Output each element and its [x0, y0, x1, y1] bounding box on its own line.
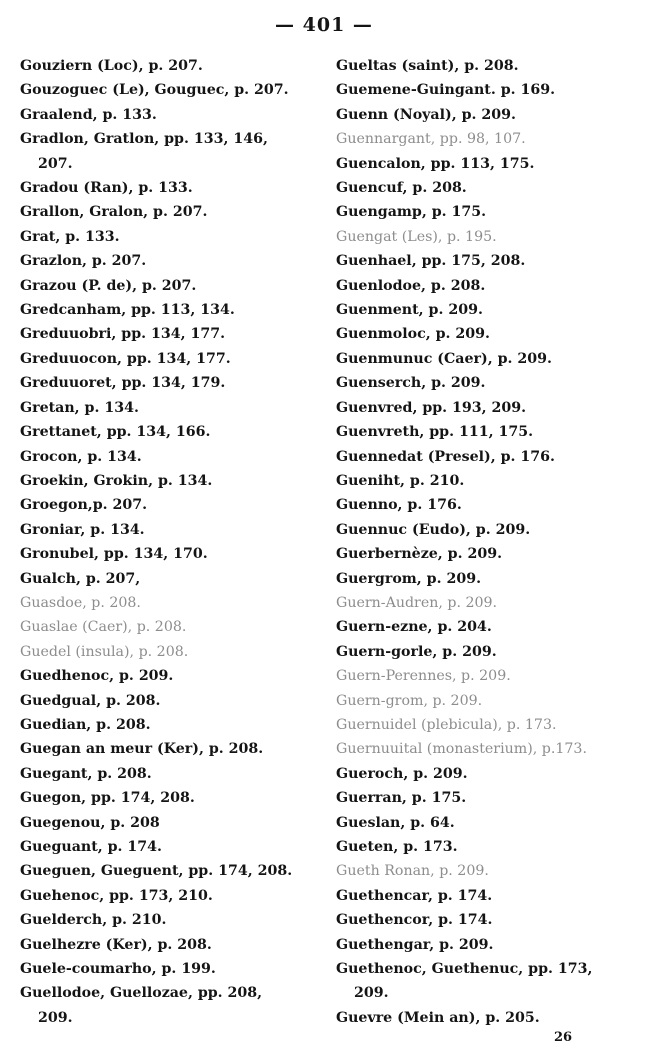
index-entry-text: Gronubel, pp. 134, 170.	[20, 546, 208, 563]
index-entry-text: Guern-ezne, p. 204.	[336, 619, 492, 636]
index-column-right	[336, 54, 636, 1030]
index-entry-text: Guenserch, p. 209.	[336, 375, 486, 392]
index-entry	[336, 371, 636, 395]
index-entry	[20, 347, 320, 371]
index-entry	[336, 1006, 636, 1030]
index-entry-text: Gueniht, p. 210.	[336, 472, 465, 489]
index-entry	[336, 347, 636, 371]
index-entry-text: Grallon, Gralon, p. 207.	[20, 204, 208, 221]
index-entry	[336, 176, 636, 200]
index-entry	[336, 884, 636, 908]
index-entry-text: Guellodoe, Guellozae, pp. 208,	[20, 985, 263, 1002]
index-entry	[20, 591, 320, 615]
index-entry-text: Guenment, p. 209.	[336, 302, 483, 319]
index-entry	[336, 78, 636, 102]
index-entry-text: Guenno, p. 176.	[336, 497, 462, 514]
index-entry	[336, 615, 636, 639]
index-entry-continuation: 207.	[38, 155, 73, 172]
index-entry-text: Grazlon, p. 207.	[20, 253, 147, 270]
index-entry-text: Guern-grom, p. 209.	[336, 692, 483, 709]
index-entry-text: Guengat (Les), p. 195.	[336, 228, 497, 245]
index-entry	[336, 640, 636, 664]
index-entry	[336, 127, 636, 151]
index-entry-text: Guenmunuc (Caer), p. 209.	[336, 350, 552, 367]
index-entry	[20, 298, 320, 322]
index-entry	[336, 445, 636, 469]
index-entry-text: Guaslae (Caer), p. 208.	[20, 619, 187, 636]
index-entry-text: Guegenou, p. 208	[20, 814, 160, 831]
index-entry	[20, 908, 320, 932]
index-entry-text: Guenn (Noyal), p. 209.	[336, 106, 516, 123]
index-entry-text: Gradlon, Gratlon, pp. 133, 146,	[20, 131, 268, 148]
index-entry	[336, 493, 636, 517]
index-entry-text: Guedian, p. 208.	[20, 716, 151, 733]
index-entry	[20, 835, 320, 859]
index-entry	[20, 54, 320, 78]
index-entry	[336, 200, 636, 224]
index-entry-text: Guegon, pp. 174, 208.	[20, 790, 195, 807]
index-entry	[336, 542, 636, 566]
index-entry	[20, 664, 320, 688]
index-entry	[20, 493, 320, 517]
index-entry	[20, 859, 320, 883]
index-entry	[20, 274, 320, 298]
index-entry-text: Guele-coumarho, p. 199.	[20, 961, 216, 978]
index-entry-text: Guerbernèze, p. 209.	[336, 546, 503, 563]
index-entry	[20, 567, 320, 591]
index-entry	[20, 249, 320, 273]
page-header: — 401 —	[275, 14, 373, 36]
index-entry	[20, 78, 320, 102]
index-entry	[336, 518, 636, 542]
index-entry	[336, 469, 636, 493]
index-entry-text: Gueguen, Gueguent, pp. 174, 208.	[20, 863, 293, 880]
index-entry-text: Guedhenoc, p. 209.	[20, 668, 174, 685]
index-entry-text: Guengamp, p. 175.	[336, 204, 487, 221]
index-entry	[20, 445, 320, 469]
index-entry-text: Guegan an meur (Ker), p. 208.	[20, 741, 264, 758]
index-entry-text: Greduuocon, pp. 134, 177.	[20, 350, 231, 367]
index-entry	[336, 762, 636, 786]
index-entry-text: Guegant, p. 208.	[20, 765, 152, 782]
index-entry-text: Grazou (P. de), p. 207.	[20, 277, 197, 294]
index-entry-text: Guern-gorle, p. 209.	[336, 643, 497, 660]
index-entry	[20, 689, 320, 713]
index-entry-text: Graalend, p. 133.	[20, 106, 157, 123]
index-entry	[20, 200, 320, 224]
index-entry-continuation: 209.	[354, 985, 389, 1002]
index-entry-text: Guencuf, p. 208.	[336, 180, 467, 197]
index-entry-text: Gouziern (Loc), p. 207.	[20, 58, 203, 74]
index-entry-text: Greduuobri, pp. 134, 177.	[20, 326, 226, 343]
index-entry-text: Grocon, p. 134.	[20, 448, 142, 465]
index-entry-text: Gueroch, p. 209.	[336, 765, 468, 782]
index-entry-text: Guethencor, p. 174.	[336, 912, 493, 929]
index-entry	[20, 786, 320, 810]
index-entry-text: Gueten, p. 173.	[336, 839, 458, 855]
index-entry-text: Grettanet, pp. 134, 166.	[20, 424, 211, 441]
index-entry	[336, 298, 636, 322]
index-entry	[336, 152, 636, 176]
index-entry-text: Guedel (insula), p. 208.	[20, 643, 189, 660]
index-entry	[20, 127, 320, 176]
index-entry	[20, 762, 320, 786]
index-entry-text: Guevre (Mein an), p. 205.	[336, 1009, 540, 1026]
index-entry-text: Groekin, Grokin, p. 134.	[20, 472, 213, 489]
index-entry	[336, 591, 636, 615]
index-entry	[336, 908, 636, 932]
index-entry	[20, 811, 320, 835]
index-column-left	[20, 54, 320, 1030]
index-entry	[336, 713, 636, 737]
index-entry	[20, 737, 320, 761]
index-entry-text: Guelhezre (Ker), p. 208.	[20, 936, 212, 953]
index-entry-text: Grat, p. 133.	[20, 228, 120, 245]
index-entry-text: Guethencar, p. 174.	[336, 887, 493, 904]
index-entry	[20, 884, 320, 908]
index-entry-text: Guergrom, p. 209.	[336, 570, 482, 587]
index-entry-text: Guenhael, pp. 175, 208.	[336, 253, 526, 270]
index-entry-text: Guethenoc, Guethenuc, pp. 173,	[336, 961, 593, 978]
index-entry	[336, 811, 636, 835]
index-entry	[20, 420, 320, 444]
index-entry	[336, 249, 636, 273]
index-entry-text: Guelderch, p. 210.	[20, 912, 167, 929]
index-entry-text: Guencalon, pp. 113, 175.	[336, 155, 535, 172]
index-entry	[336, 420, 636, 444]
index-entry	[20, 542, 320, 566]
index-entry-text: Gradou (Ran), p. 133.	[20, 180, 193, 197]
index-entry-text: Guemene-Guingant. p. 169.	[336, 82, 556, 99]
index-entry-text: Gueth Ronan, p. 209.	[336, 863, 489, 880]
index-entry	[20, 371, 320, 395]
index-entry-text: Gueguant, p. 174.	[20, 839, 162, 855]
index-entry	[336, 933, 636, 957]
index-entry-text: Guethengar, p. 209.	[336, 936, 494, 953]
index-entry	[336, 957, 636, 1006]
index-entry	[336, 859, 636, 883]
index-entry	[20, 518, 320, 542]
index-entry	[20, 225, 320, 249]
index-entry	[20, 176, 320, 200]
index-entry-text: Guasdoe, p. 208.	[20, 594, 141, 611]
index-entry	[20, 933, 320, 957]
index-entry	[20, 322, 320, 346]
index-entry-text: Guenmoloc, p. 209.	[336, 326, 490, 343]
index-entry	[336, 786, 636, 810]
index-entry-text: Greduuoret, pp. 134, 179.	[20, 375, 226, 392]
index-entry	[336, 737, 636, 761]
index-entry-text: Guedgual, p. 208.	[20, 692, 161, 709]
index-entry-text: Guern-Perennes, p. 209.	[336, 668, 511, 685]
index-entry-text: Gueslan, p. 64.	[336, 814, 455, 831]
index-entry-text: Guenvred, pp. 193, 209.	[336, 399, 527, 416]
index-entry	[20, 103, 320, 127]
index-entry	[20, 396, 320, 420]
index-entry	[20, 957, 320, 981]
index-entry-text: Guennargant, pp. 98, 107.	[336, 131, 526, 148]
index-entry-text: Groniar, p. 134.	[20, 521, 145, 538]
index-entry-text: Gretan, p. 134.	[20, 399, 139, 416]
index-entry-text: Gualch, p. 207,	[20, 570, 141, 587]
index-entry	[20, 981, 320, 1030]
index-entry-text: Guernuuital (monasterium), p.173.	[336, 741, 587, 758]
index-entry-continuation: 209.	[38, 1009, 73, 1026]
index-entry	[336, 567, 636, 591]
index-entry	[336, 835, 636, 859]
index-entry-text: Guern-Audren, p. 209.	[336, 594, 498, 611]
index-entry-text: Guenvreth, pp. 111, 175.	[336, 424, 534, 441]
index-entry-text: Guennuc (Eudo), p. 209.	[336, 521, 531, 538]
index-entry	[20, 713, 320, 737]
index-entry-text: Groegon,p. 207.	[20, 497, 148, 514]
index-entry	[20, 469, 320, 493]
index-entry	[20, 640, 320, 664]
index-entry-text: Guerran, p. 175.	[336, 790, 467, 807]
index-entry-text: Guennedat (Presel), p. 176.	[336, 448, 555, 465]
index-entry-text: Gueltas (saint), p. 208.	[336, 58, 519, 74]
index-entry-text: Guehenoc, pp. 173, 210.	[20, 887, 213, 904]
index-entry-text: Guenlodoe, p. 208.	[336, 277, 486, 294]
index-entry	[336, 103, 636, 127]
index-entry	[20, 615, 320, 639]
index-entry	[336, 396, 636, 420]
index-entry-text: Gouzoguec (Le), Gouguec, p. 207.	[20, 82, 289, 99]
index-entry	[336, 274, 636, 298]
index-entry-text: Guernuidel (plebicula), p. 173.	[336, 716, 557, 733]
index-entry	[336, 664, 636, 688]
index-entry	[336, 689, 636, 713]
index-entry-text: Gredcanham, pp. 113, 134.	[20, 302, 235, 319]
index-entry	[336, 225, 636, 249]
index-entry	[336, 54, 636, 78]
signature-mark: 26	[554, 1030, 573, 1045]
index-entry	[336, 322, 636, 346]
